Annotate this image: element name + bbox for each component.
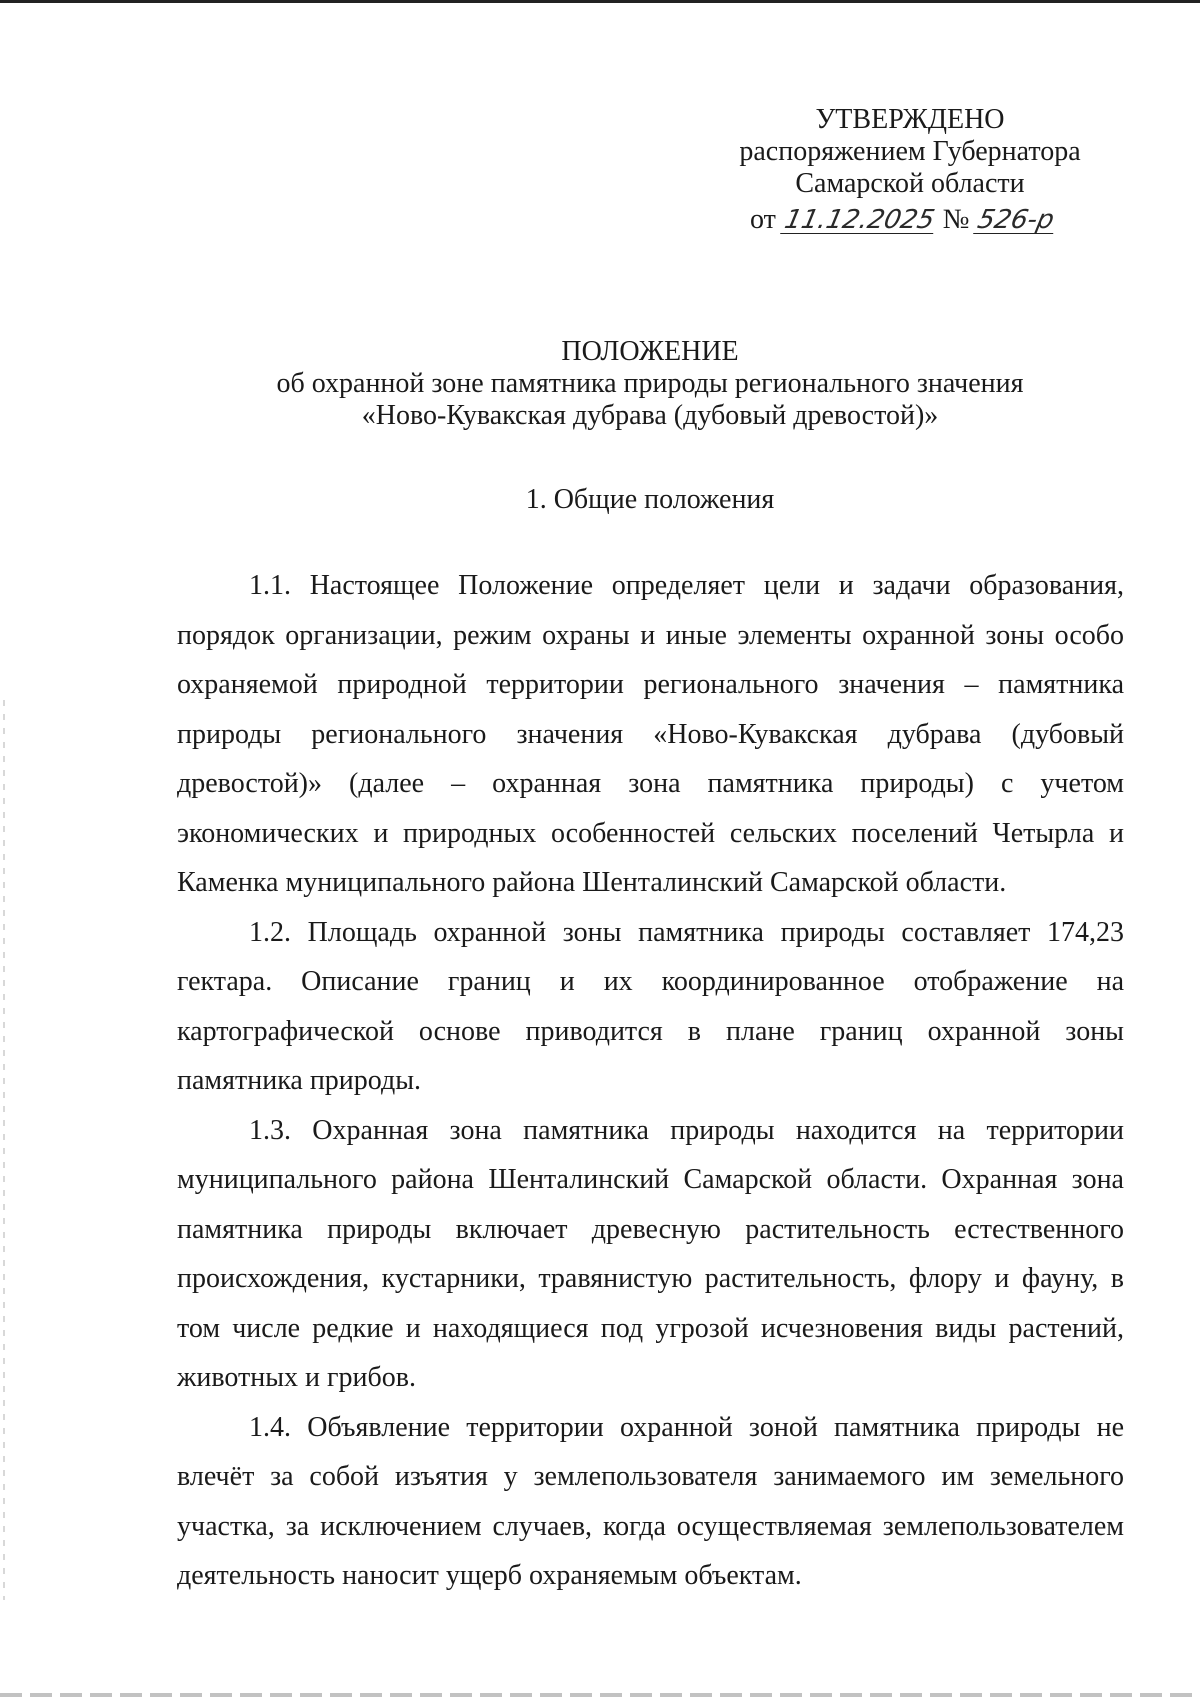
scan-edge-left	[3, 700, 5, 1600]
number-prefix: №	[942, 204, 970, 235]
handwritten-date: 11.12.2025	[781, 205, 938, 235]
approval-date-line	[750, 204, 1110, 236]
paragraph: 1.4. Объявление территории охранной зоной памятника природы не влечёт за собой изъятия у землепользователя занимаемого им земельного участка, за исключением случаев, когда осуществляемая землепользователем деятельность наносит ущерб охраняемым объектам.	[177, 1411, 1124, 1591]
date-prefix: от	[750, 204, 776, 235]
paragraph: 1.1. Настоящее Положение определяет цели и задачи образования, порядок организации, режим охраны и иные элементы охранной зоны особо охраняемой природной территории регионального значения – памятника природы регионального значения «Ново-Кувакская дубрава (дубовый древостой)» (далее – охранная зона памятника природы) с учетом экономических и природных особенностей сельских поселений Четырла и Каменка муниципального района Шенталинский Самарской области.	[177, 570, 1124, 898]
document-title: ПОЛОЖЕНИЕ	[561, 336, 739, 367]
approval-block	[720, 104, 1100, 200]
section-heading: 1. Общие положения	[525, 484, 775, 515]
document-title-block	[160, 336, 1140, 432]
approval-title: УТВЕРЖДЕНО	[815, 104, 1005, 135]
paragraph: 1.3. Охранная зона памятника природы находится на территории муниципального района Шенталинский Самарской области. Охранная зона памятника природы включает древесную растительность естественного происхождения, кустарники, травянистую растительность, флору и фауну, в том числе редкие и находящиеся под угрозой исчезновения виды растений, животных и грибов.	[177, 1114, 1124, 1393]
approval-authority: распоряжением Губернатора	[739, 136, 1081, 167]
scan-edge-top	[0, 0, 1200, 3]
paragraph: 1.2. Площадь охранной зоны памятника природы составляет 174,23 гектара. Описание границ и их координированное отображение на картографической основе приводится в плане границ охранной зоны памятника природы.	[177, 916, 1124, 1096]
document-subtitle: об охранной зоне памятника природы регионального значения	[276, 368, 1024, 399]
approval-region: Самарской области	[795, 168, 1025, 199]
handwritten-number: 526-р	[975, 205, 1058, 235]
section-body	[177, 561, 1124, 1601]
document-subject: «Ново-Кувакская дубрава (дубовый древостой)»	[361, 400, 939, 431]
scan-edge-bottom	[0, 1693, 1200, 1697]
